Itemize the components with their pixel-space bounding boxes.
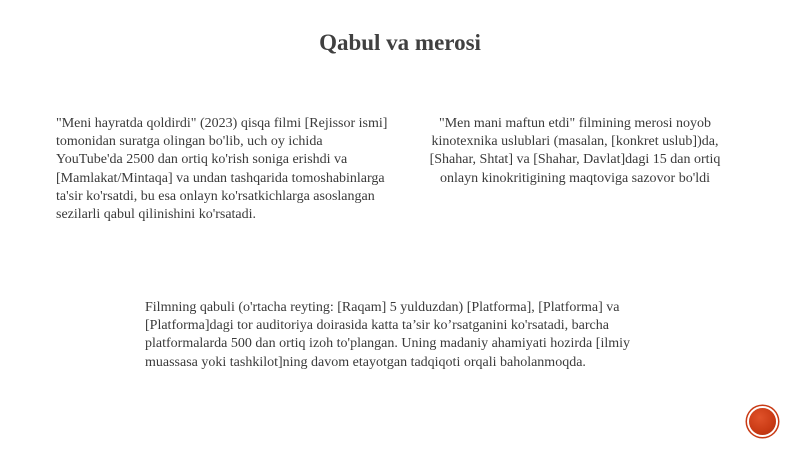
slide-title: Qabul va merosi bbox=[319, 30, 481, 55]
paragraph-left: "Meni hayratda qoldirdi" (2023) qisqa filmi [Rejissor ismi] tomonidan suratga olingan bo'lib, uch oy ichida YouTube'da 2500 dan ortiq ko'rish soniga erishdi va [Mamlakat/Mintaqa] va undan tashqarida tomoshabinlarga ta'sir ko'rsatdi, bu esa onlayn ko'rsatkichlarga asoslangan sezilarli qabul qilinishini ko'rsatadi. bbox=[56, 116, 388, 223]
next-slide-button[interactable] bbox=[749, 408, 776, 435]
paragraph-right: "Men mani maftun etdi" filmining merosi noyob kinotexnika uslublari (masalan, [konkret uslub])da, [Shahar, Shtat] va [Shahar, Davlat]dagi 15 dan ortiq onlayn kinokritigining maqtoviga sazovor bo'ldi bbox=[429, 116, 721, 186]
paragraph-bottom: Filmning qabuli (o'rtacha reyting: [Raqam] 5 yulduzdan) [Platforma], [Platforma] va [Platforma]dagi tor auditoriya doirasida katta ta’sir ko’rsatganini ko'rsatadi, barcha platformalarda 500 dan ortiq izoh to'plangan. Uning madaniy ahamiyati hozirda [ilmiy muassasa yoki tashkilot]ning davom etayotgan tadqiqoti orqali baholanmoqda. bbox=[145, 300, 630, 370]
